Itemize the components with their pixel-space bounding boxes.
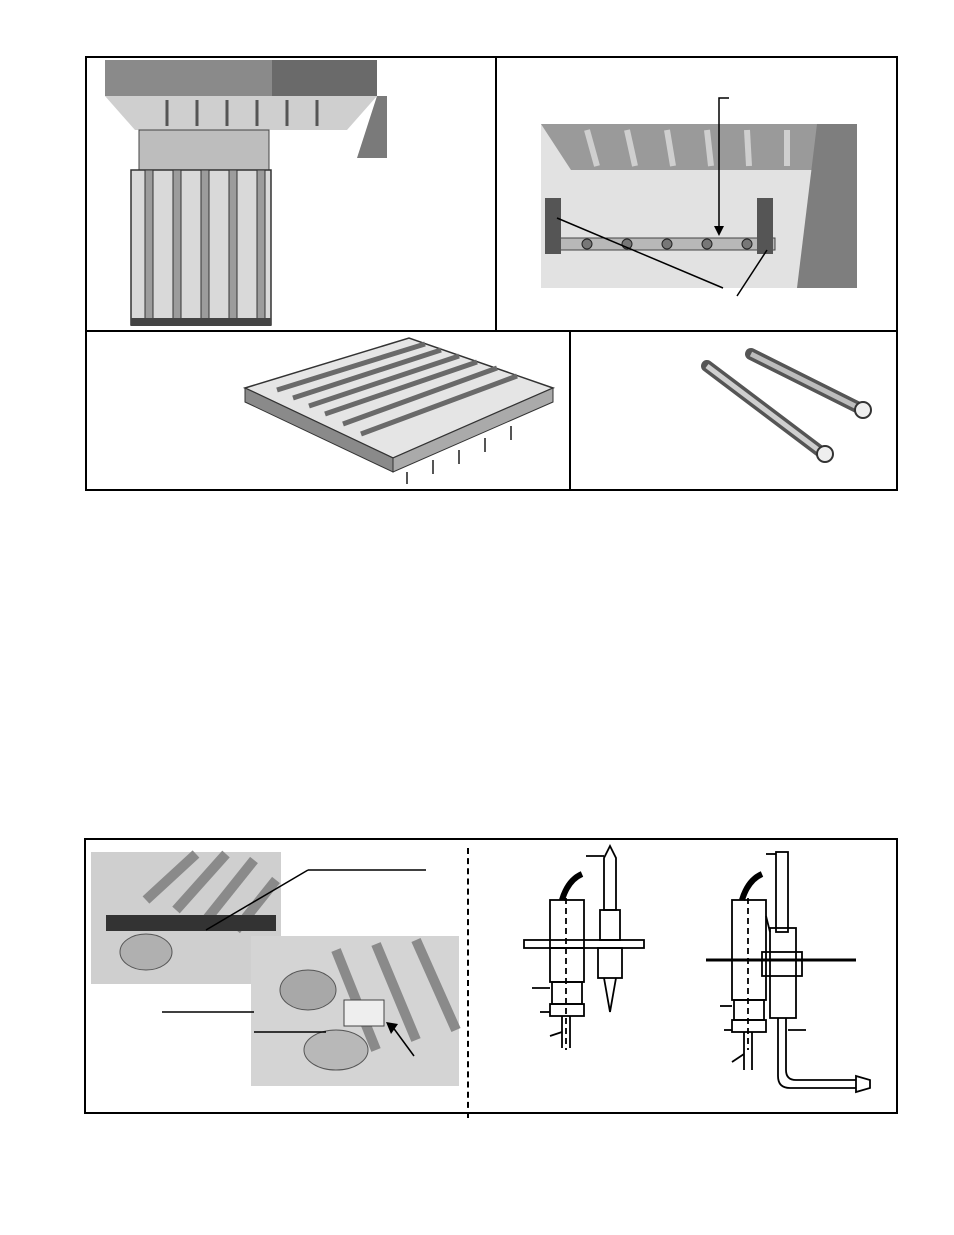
- photo-burner-tubes: [571, 332, 896, 489]
- photo-pilot-removal: [86, 840, 466, 1112]
- figure-top: [85, 56, 898, 491]
- photo-burner-tray: [87, 332, 570, 489]
- photo-manifold-orifices: [497, 58, 900, 331]
- photo-burner-drawer-lowered: [87, 58, 497, 331]
- drawing-pilot-assemblies: [470, 840, 896, 1112]
- dashed-divider: [467, 848, 469, 1118]
- figure-bottom: [84, 838, 898, 1114]
